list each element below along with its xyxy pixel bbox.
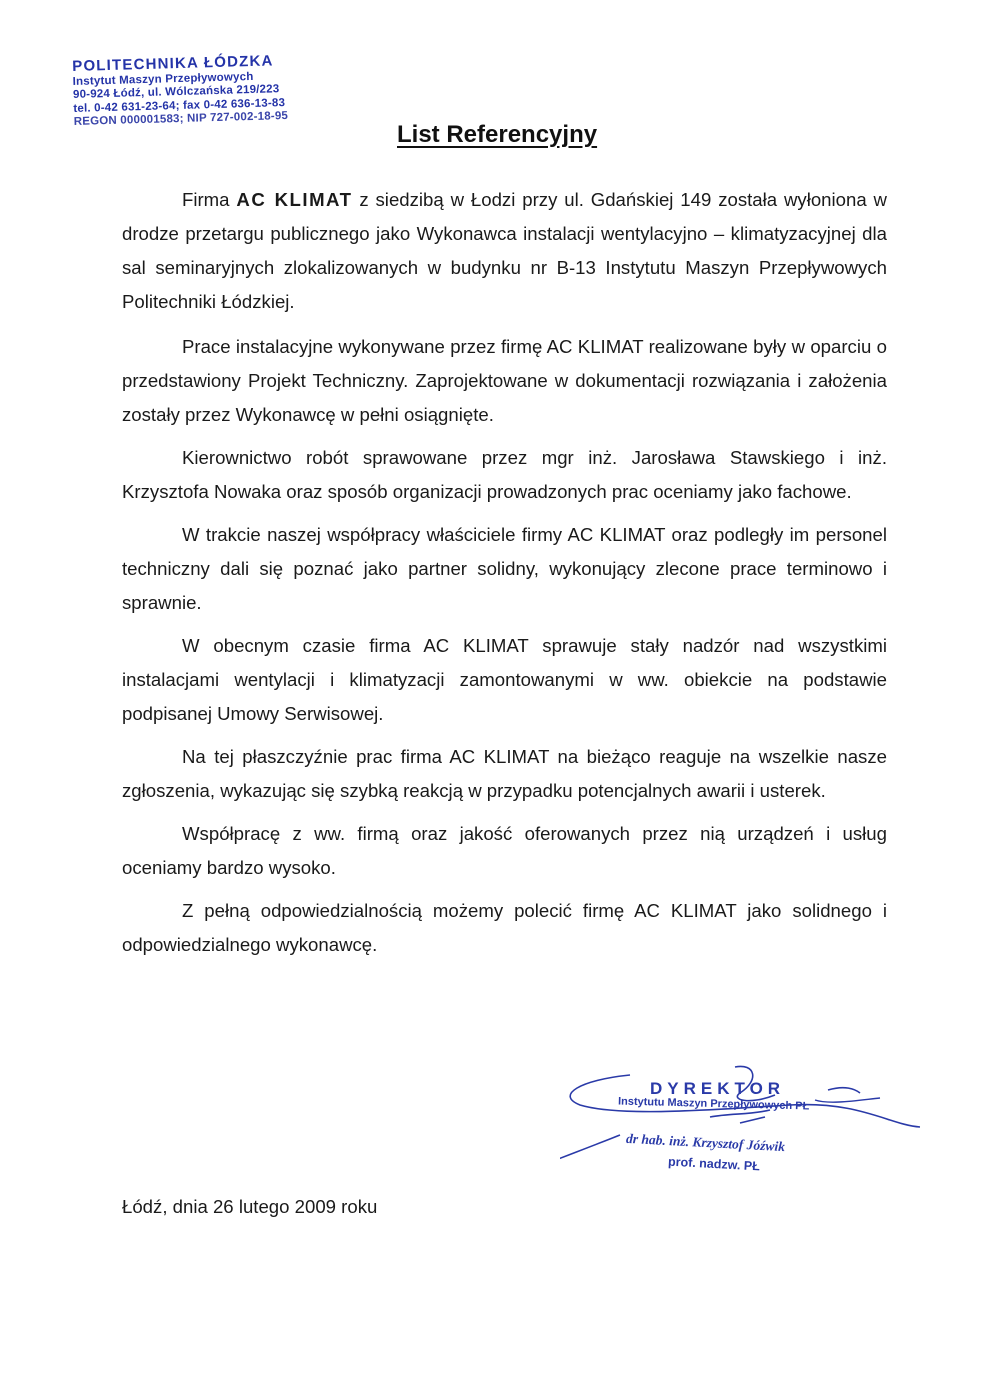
paragraph-3: Kierownictwo robót sprawowane przez mgr inż. Jarosława Stawskiego i inż. Krzysztofa Nowaka oraz sposób organizacji prowadzonych prac oceniamy jako fachowe. xyxy=(122,447,887,502)
company-name: AC KLIMAT xyxy=(236,189,353,210)
signature-title: DYREKTOR xyxy=(650,1079,786,1098)
paragraph-8: Z pełną odpowiedzialnością możemy polecić firmę AC KLIMAT jako solidnego i odpowiedzialnego wykonawcę. xyxy=(122,900,887,955)
stamp-institute: Instytut Maszyn Przepływowych xyxy=(72,70,254,88)
stamp-address: 90-924 Łódź, ul. Wólczańska 219/223 xyxy=(72,83,280,102)
signatory-name: dr hab. inż. Krzysztof Jóźwik xyxy=(625,1130,786,1155)
signatory-position: prof. nadzw. PŁ xyxy=(667,1154,761,1174)
paragraph-1-rest: z siedzibą w Łodzi przy ul. Gdańskiej 149 została wyłoniona w drodze przetargu publicznego jako Wykonawca instalacji wentylacyjno – klimatyzacyjnej dla sal seminaryjnych zlokalizowanych w budynku nr B-13 Instytutu Maszyn Przepływowych Politechniki Łódzkiej. xyxy=(122,189,887,312)
signature-stamp xyxy=(560,1065,940,1215)
letter-body xyxy=(122,183,887,971)
paragraph-2: Prace instalacyjne wykonywane przez firmę AC KLIMAT realizowane były w oparciu o przedstawiony Projekt Techniczny. Zaprojektowane w dokumentacji rozwiązania i założenia zostały przez Wykonawcę w pełni osiągnięte. xyxy=(122,336,887,425)
signature-institute: Instytutu Maszyn Przepływowych PŁ xyxy=(617,1095,810,1113)
paragraph-7: Współpracę z ww. firmą oraz jakość oferowanych przez nią urządzeń i usług oceniamy bardzo wysoko. xyxy=(122,823,887,878)
paragraph-5: W obecnym czasie firma AC KLIMAT sprawuje stały nadzór nad wszystkimi instalacjami wentylacji i klimatyzacji zamontowanymi w ww. obiekcie na podstawie podpisanej Umowy Serwisowej. xyxy=(122,635,887,724)
stamp-phone: tel. 0-42 631-23-64; fax 0-42 636-13-83 xyxy=(73,96,286,115)
paragraph-1 xyxy=(122,183,887,319)
date-line: Łódź, dnia 26 lutego 2009 roku xyxy=(122,1196,378,1217)
paragraph-1-lead: Firma xyxy=(182,189,230,210)
letterhead-stamp xyxy=(72,51,314,129)
stamp-org-name: POLITECHNIKA ŁÓDZKA xyxy=(72,52,274,75)
paragraph-6: Na tej płaszczyźnie prac firma AC KLIMAT na bieżąco reaguje na wszelkie nasze zgłoszenia, wykazując się szybką reakcją w przypadku potencjalnych awarii i usterek. xyxy=(122,746,887,801)
stamp-registry: REGON 000001583; NIP 727-002-18-95 xyxy=(73,110,289,129)
document-title: List Referencyjny xyxy=(397,121,598,148)
paragraph-4: W trakcie naszej współpracy właściciele firmy AC KLIMAT oraz podległy im personel techniczny dali się poznać jako partner solidny, wykonujący zlecone prace terminowo i sprawnie. xyxy=(122,524,887,613)
